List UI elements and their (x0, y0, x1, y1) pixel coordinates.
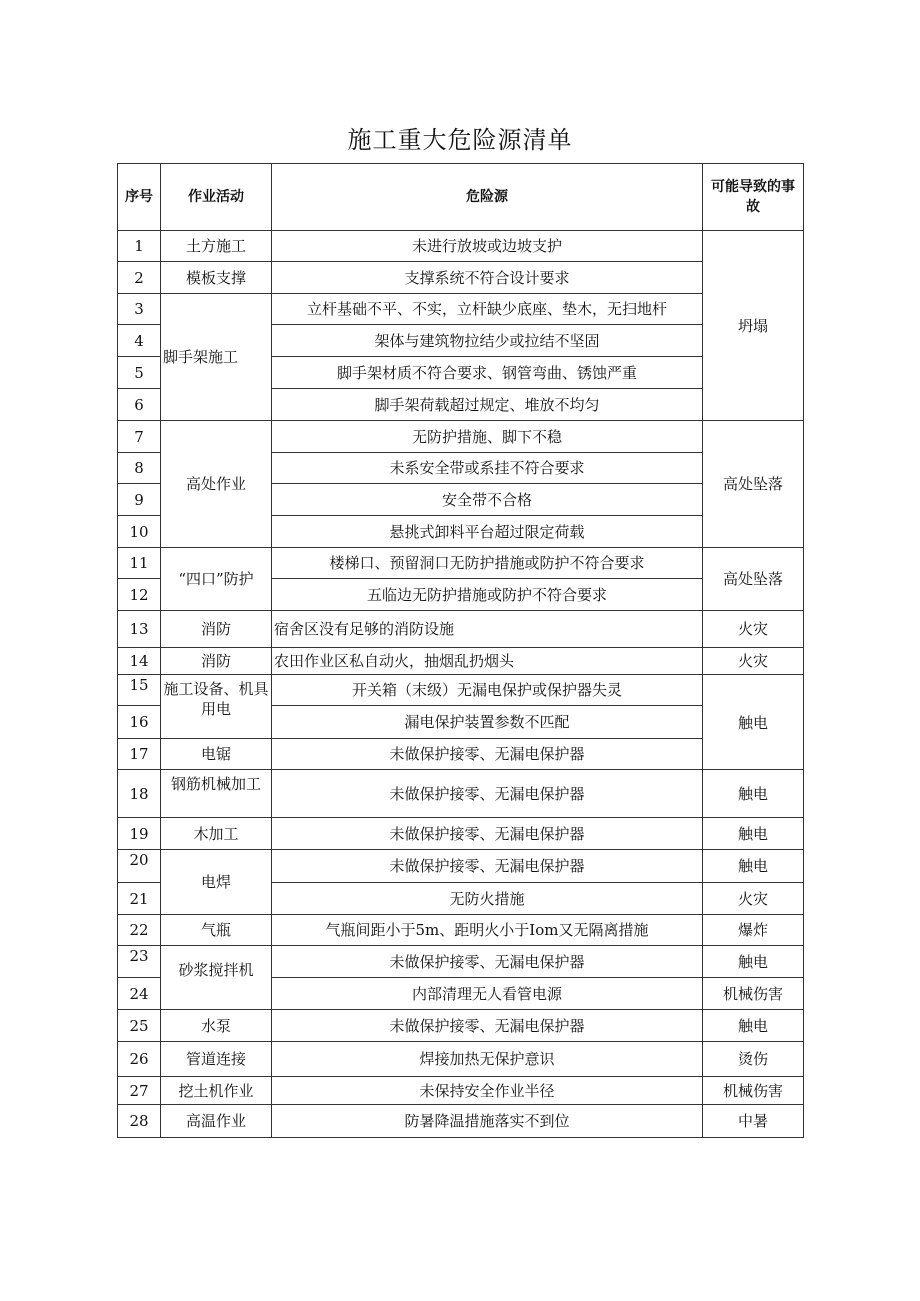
table-row (118, 1042, 804, 1077)
accident-cell: 高处坠落 (703, 548, 804, 611)
hazard-cell: 悬挑式卸料平台超过限定荷载 (272, 516, 703, 548)
activity-cell: 土方施工 (161, 231, 272, 262)
row-number: 25 (118, 1010, 161, 1042)
hazard-cell: 支撑系统不符合设计要求 (272, 262, 703, 294)
accident-cell: 触电 (703, 946, 804, 978)
accident-cell: 烫伤 (703, 1042, 804, 1077)
hazard-table (117, 163, 804, 1138)
activity-cell: “四口”防护 (161, 548, 272, 611)
accident-cell: 机械伤害 (703, 978, 804, 1010)
table-row (118, 946, 804, 978)
table-row (118, 675, 804, 706)
activity-cell: 高处作业 (161, 421, 272, 548)
table-row (118, 770, 804, 818)
table-row (118, 1077, 804, 1105)
row-number: 16 (118, 706, 161, 739)
row-number: 21 (118, 883, 161, 915)
table-row (118, 231, 804, 262)
row-number: 7 (118, 421, 161, 453)
activity-cell: 气瓶 (161, 915, 272, 946)
accident-cell: 触电 (703, 850, 804, 883)
activity-cell: 模板支撑 (161, 262, 272, 294)
table-row (118, 1010, 804, 1042)
accident-cell: 中暑 (703, 1105, 804, 1138)
hazard-cell: 立杆基础不平、不实，立杆缺少底座、垫木，无扫地杆 (272, 294, 703, 325)
table-row (118, 294, 804, 325)
hazard-cell: 未做保护接零、无漏电保护器 (272, 850, 703, 883)
activity-cell: 消防 (161, 611, 272, 648)
row-number: 2 (118, 262, 161, 294)
activity-cell: 钢筋机械加工 (161, 770, 272, 818)
row-number: 19 (118, 818, 161, 850)
row-number: 20 (118, 850, 161, 883)
table-header-row (118, 164, 804, 231)
hazard-cell: 未做保护接零、无漏电保护器 (272, 770, 703, 818)
hazard-cell: 农田作业区私自动火，抽烟乱扔烟头 (272, 648, 703, 675)
table-row (118, 648, 804, 675)
hazard-cell: 未进行放坡或边坡支护 (272, 231, 703, 262)
row-number: 3 (118, 294, 161, 325)
row-number: 8 (118, 453, 161, 484)
accident-cell: 坍塌 (703, 231, 804, 421)
header-hazard: 危险源 (272, 164, 703, 231)
table-row (118, 1105, 804, 1138)
row-number: 4 (118, 325, 161, 357)
activity-cell: 挖土机作业 (161, 1077, 272, 1105)
accident-cell: 机械伤害 (703, 1077, 804, 1105)
row-number: 17 (118, 739, 161, 770)
row-number: 18 (118, 770, 161, 818)
row-number: 24 (118, 978, 161, 1010)
hazard-cell: 防暑降温措施落实不到位 (272, 1105, 703, 1138)
table-row (118, 850, 804, 883)
hazard-cell: 五临边无防护措施或防护不符合要求 (272, 579, 703, 611)
hazard-cell: 未做保护接零、无漏电保护器 (272, 1010, 703, 1042)
activity-cell: 电锯 (161, 739, 272, 770)
row-number: 11 (118, 548, 161, 579)
row-number: 6 (118, 389, 161, 421)
row-number: 10 (118, 516, 161, 548)
row-number: 22 (118, 915, 161, 946)
table-row (118, 915, 804, 946)
accident-cell: 触电 (703, 675, 804, 770)
accident-cell: 触电 (703, 770, 804, 818)
table-row (118, 262, 804, 294)
header-activity: 作业活动 (161, 164, 272, 231)
activity-cell: 木加工 (161, 818, 272, 850)
row-number: 9 (118, 484, 161, 516)
hazard-cell: 漏电保护装置参数不匹配 (272, 706, 703, 739)
activity-cell: 脚手架施工 (161, 294, 272, 421)
hazard-cell: 未做保护接零、无漏电保护器 (272, 818, 703, 850)
accident-cell: 火灾 (703, 883, 804, 915)
row-number: 12 (118, 579, 161, 611)
hazard-cell: 内部清理无人看管电源 (272, 978, 703, 1010)
hazard-cell: 气瓶间距小于5m、距明火小于Iom又无隔离措施 (272, 915, 703, 946)
activity-cell: 高温作业 (161, 1105, 272, 1138)
hazard-cell: 未做保护接零、无漏电保护器 (272, 946, 703, 978)
header-seq: 序号 (118, 164, 161, 231)
hazard-cell: 无防护措施、脚下不稳 (272, 421, 703, 453)
header-accident: 可能导致的事故 (703, 164, 804, 231)
accident-cell: 火灾 (703, 611, 804, 648)
hazard-cell: 无防火措施 (272, 883, 703, 915)
hazard-cell: 焊接加热无保护意识 (272, 1042, 703, 1077)
row-number: 14 (118, 648, 161, 675)
hazard-cell: 脚手架材质不符合要求、钢管弯曲、锈蚀严重 (272, 357, 703, 389)
accident-cell: 爆炸 (703, 915, 804, 946)
hazard-cell: 未保持安全作业半径 (272, 1077, 703, 1105)
activity-cell: 砂浆搅拌机 (161, 946, 272, 1010)
table-row (118, 611, 804, 648)
row-number: 23 (118, 946, 161, 978)
activity-cell: 管道连接 (161, 1042, 272, 1077)
accident-cell: 火灾 (703, 648, 804, 675)
row-number: 27 (118, 1077, 161, 1105)
hazard-cell: 楼梯口、预留洞口无防护措施或防护不符合要求 (272, 548, 703, 579)
row-number: 26 (118, 1042, 161, 1077)
activity-cell: 电焊 (161, 850, 272, 915)
activity-cell: 消防 (161, 648, 272, 675)
hazard-cell: 安全带不合格 (272, 484, 703, 516)
table-row (118, 818, 804, 850)
document-title: 施工重大危险源清单 (347, 126, 573, 154)
hazard-cell: 架体与建筑物拉结少或拉结不坚固 (272, 325, 703, 357)
hazard-cell: 未系安全带或系挂不符合要求 (272, 453, 703, 484)
table-row (118, 421, 804, 453)
row-number: 5 (118, 357, 161, 389)
accident-cell: 高处坠落 (703, 421, 804, 548)
accident-cell: 触电 (703, 1010, 804, 1042)
row-number: 1 (118, 231, 161, 262)
table-row (118, 739, 804, 770)
hazard-cell: 未做保护接零、无漏电保护器 (272, 739, 703, 770)
accident-cell: 触电 (703, 818, 804, 850)
hazard-cell: 脚手架荷载超过规定、堆放不均匀 (272, 389, 703, 421)
activity-cell: 水泵 (161, 1010, 272, 1042)
row-number: 13 (118, 611, 161, 648)
row-number: 15 (118, 675, 161, 706)
hazard-cell: 宿舍区没有足够的消防设施 (272, 611, 703, 648)
hazard-cell: 开关箱（末级）无漏电保护或保护器失灵 (272, 675, 703, 706)
activity-cell: 施工设备、机具用电 (161, 675, 272, 739)
row-number: 28 (118, 1105, 161, 1138)
table-row (118, 548, 804, 579)
